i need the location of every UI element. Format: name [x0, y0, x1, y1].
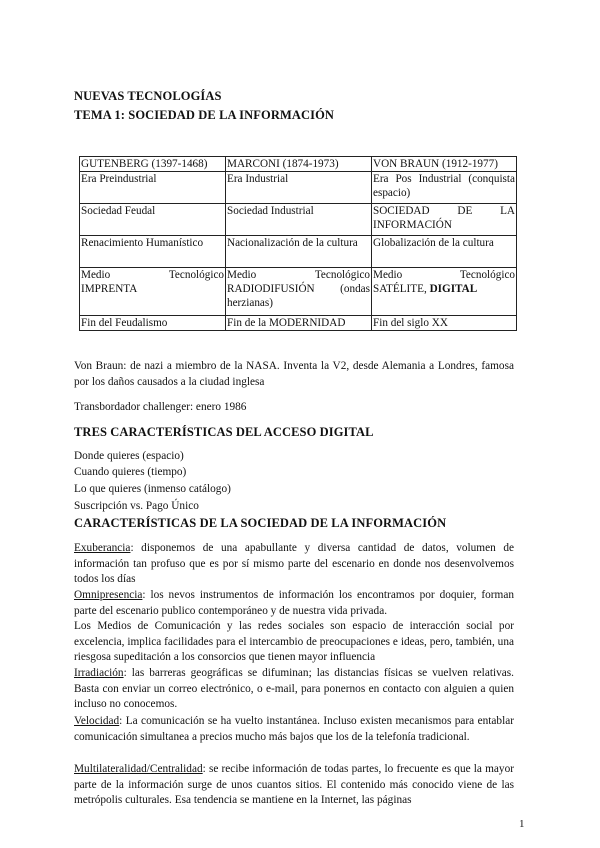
table-cell: GUTENBERG (1397-1468) — [80, 157, 226, 172]
table-cell-text: Medio Tecnológico SATÉLITE, — [373, 269, 515, 295]
section-title-acceso-digital: TRES CARACTERÍSTICAS DEL ACCESO DIGITAL — [74, 425, 374, 439]
comparison-table — [79, 156, 517, 331]
paragraph-term: Omnipresencia — [74, 589, 143, 601]
page-number: 1 — [519, 818, 525, 830]
table-cell: Era Industrial — [226, 172, 372, 204]
list-item: Cuando quieres (tiempo) — [74, 466, 187, 478]
table-cell: Nacionalización de la cultura — [226, 236, 372, 268]
digital-word: DIGITAL — [429, 283, 478, 295]
table-cell: Sociedad Feudal — [80, 204, 226, 236]
table-row — [80, 316, 517, 331]
doc-title-line1: NUEVAS TECNOLOGÍAS — [74, 89, 222, 103]
table-cell: MARCONI (1874-1973) — [226, 157, 372, 172]
paragraph-medios — [74, 619, 514, 666]
paragraph-text: : las barreras geográficas se difuminan; las distancias físicas se vuelven relativas. Basta con enviar un correo electrónico, o e-mail, para ponernos en contacto con alguien a quien incluso no conocemos. — [74, 667, 514, 710]
paragraph-term: Velocidad — [74, 715, 120, 727]
table-cell: Medio Tecnológico IMPRENTA — [80, 268, 226, 316]
paragraph-multilateralidad — [74, 762, 514, 809]
list-item: Suscripción vs. Pago Único — [74, 500, 199, 512]
table-cell: Era Pos Industrial (conquista espacio) — [372, 172, 517, 204]
table-row — [80, 236, 517, 268]
paragraph-text: : se recibe información de todas partes, lo frecuente es que la mayor parte de la información surge de unos cuantos sitios. El contenido más conocido viene de las metrópolis culturales. Esa tendencia se mantiene en la Internet, las páginas — [74, 763, 514, 806]
section-title-sociedad-info: CARACTERÍSTICAS DE LA SOCIEDAD DE LA INFORMACIÓN — [74, 516, 447, 530]
table-cell: Era Preindustrial — [80, 172, 226, 204]
paragraph-text: : La comunicación se ha vuelto instantánea. Incluso existen mecanismos para entablar comunicación simultanea a precios mucho más bajos que los de la telefonía tradicional. — [74, 715, 514, 743]
paragraph-text: : disponemos de una apabullante y diversa cantidad de datos, volumen de información tan profuso que es por sí mismo parte del escenario en donde nos desenvolvemos todos los días — [74, 542, 514, 585]
paragraph-term: Irradiación — [74, 667, 124, 679]
paragraph-term: Exuberancia — [74, 542, 131, 554]
paragraph-velocidad — [74, 714, 514, 745]
table-cell — [372, 268, 517, 316]
paragraph-term: Multilateralidad/Centralidad — [74, 763, 203, 775]
list-item: Lo que quieres (inmenso catálogo) — [74, 483, 231, 495]
table-cell: Sociedad Industrial — [226, 204, 372, 236]
table-row — [80, 204, 517, 236]
table-row — [80, 172, 517, 204]
paragraph-exuberancia — [74, 541, 514, 588]
list-item: Donde quieres (espacio) — [74, 450, 184, 462]
table-cell: VON BRAUN (1912-1977) — [372, 157, 517, 172]
table-cell: SOCIEDAD DE LA INFORMACIÓN — [372, 204, 517, 236]
table-cell: Fin del siglo XX — [372, 316, 517, 331]
table-row — [80, 268, 517, 316]
table-cell: Medio Tecnológico RADIODIFUSIÓN (ondas herzianas) — [226, 268, 372, 316]
table-row — [80, 157, 517, 172]
challenger-note: Transbordador challenger: enero 1986 — [74, 401, 247, 413]
doc-title-line2: TEMA 1: SOCIEDAD DE LA INFORMACIÓN — [74, 108, 335, 122]
table-cell: Globalización de la cultura — [372, 236, 517, 268]
paragraph-omnipresencia — [74, 588, 514, 619]
paragraph-irradiacion — [74, 666, 514, 713]
paragraph-text: Los Medios de Comunicación y las redes sociales son espacio de interacción social por excelencia, implica facilidades para el intercambio de preocupaciones e ideas, pero, también, una riesgosa supeditación a los consorcios que tienen mayor influencia — [74, 620, 514, 663]
von-braun-note: Von Braun: de nazi a miembro de la NASA. Inventa la V2, desde Alemania a Londres, famosa por los daños causados a la ciudad inglesa — [74, 360, 514, 388]
table-cell: Renacimiento Humanístico — [80, 236, 226, 268]
table-cell: Fin de la MODERNIDAD — [226, 316, 372, 331]
table-cell: Fin del Feudalismo — [80, 316, 226, 331]
paragraph-text: : los nevos instrumentos de información los encontramos por doquier, forman parte del escenario publico contemporáneo y de nuestra vida privada. — [74, 589, 514, 617]
